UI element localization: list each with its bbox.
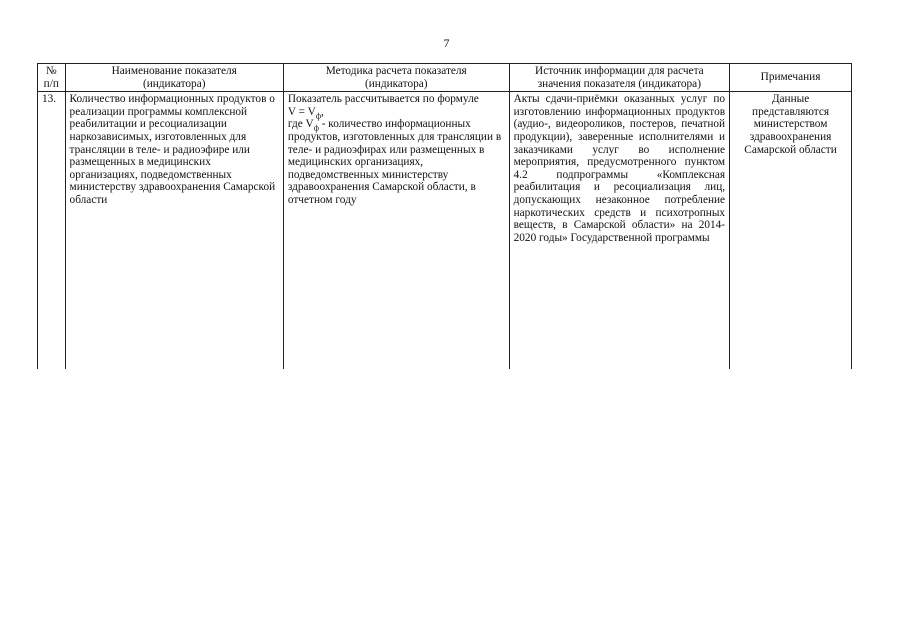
- formula: $V = V_ф$,: [287, 105, 324, 121]
- page-number: 7: [443, 36, 450, 50]
- header-num: № п/п: [38, 64, 66, 92]
- table-header-row: [38, 64, 852, 92]
- indicator-table: [37, 63, 852, 369]
- header-method: Методика расчета показателя (индикатора): [283, 64, 509, 92]
- header-notes: Примечания: [730, 64, 852, 92]
- header-source: Источник информации для расчета значения показателя (индикатора): [509, 64, 729, 92]
- information-source: Акты сдачи-приёмки оказанных услуг по изготовлению информационных продуктов (аудио-, видеороликов, постеров, печатной продукции), заверенные исполнителями и заказчиками услуг во исполнение мероприятия, предусмотренного пунктом 4.2 подпрограммы «Комплексная реабилитация и ресоциализация лиц, допускающих незаконное потребление наркотических средств и психотропных веществ, в Самарской области» на 2014-2020 годы» Государственной программы: [509, 92, 729, 370]
- formula-explanation: где $V_ф$ - количество информационных продуктов, изготовленных для трансляции в теле- и радиоэфирах или размещенных в медицинских организациях, подведомственных министерству здравоохранения Самарской области, в отчетном году: [287, 118, 502, 206]
- table-row: [38, 92, 852, 370]
- row-number: 13.: [38, 92, 66, 370]
- calculation-method: [283, 92, 509, 370]
- method-intro: Показатель рассчитывается по формуле: [287, 93, 479, 106]
- header-name: Наименование показателя (индикатора): [65, 64, 283, 92]
- notes: Данные представляются министерством здравоохранения Самарской области: [730, 92, 852, 370]
- indicator-name: Количество информационных продуктов о реализации программы комплексной реабилитации и ресоциализации наркозависимых, изготовленных для трансляции в теле- и радиоэфире или размещенных в медицинских организациях, подведомственных министерству здравоохранения Самарской области: [65, 92, 283, 370]
